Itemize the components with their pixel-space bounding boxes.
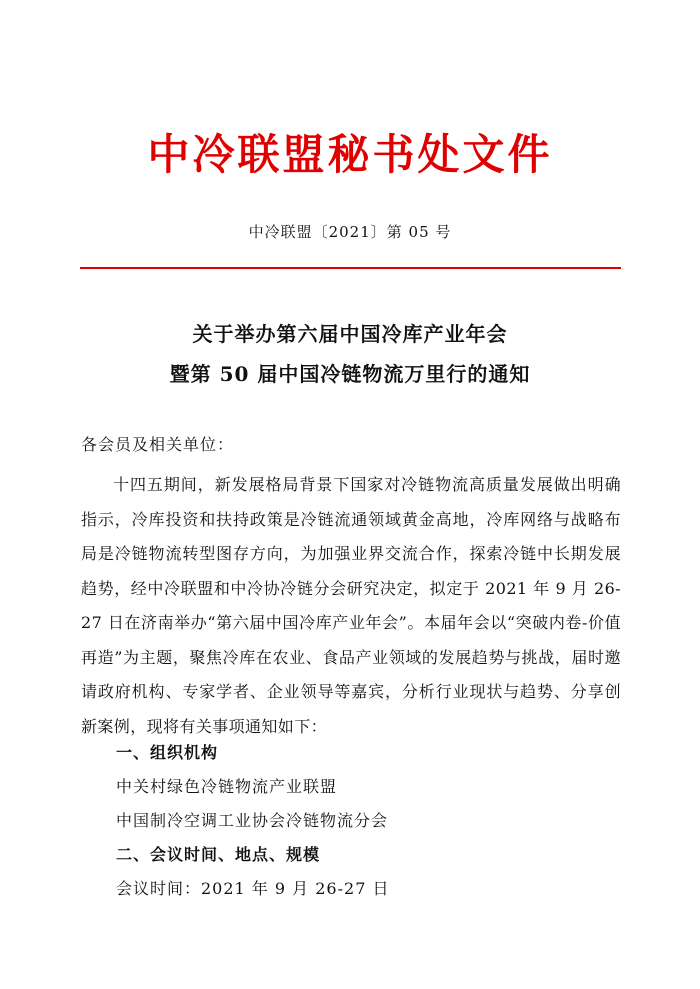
red-divider-line [80,267,621,269]
document-header-title: 中冷联盟秘书处文件 [147,130,553,179]
section-heading-time-location: 二、会议时间、地点、规模 [116,845,321,864]
salutation: 各会员及相关单位： [81,435,235,454]
meeting-time: 会议时间：2021 年 9 月 26-27 日 [116,879,390,898]
organizer-item-1: 中关村绿色冷链物流产业联盟 [116,777,338,796]
notice-title-line-1: 关于举办第六届中国冷库产业年会 [192,322,508,346]
notice-title-line-2: 暨第 50 届中国冷链物流万里行的通知 [169,362,531,386]
body-paragraph: 十四五期间，新发展格局背景下国家对冷链物流高质量发展做出明确指示，冷库投资和扶持政策是冷链流通领域黄金高地，冷库网络与战略布局是冷链物流转型图存方向，为加强业界交流合作，探索冷链中长期发展趋势，经中冷联盟和中冷协冷链分会研究决定，拟定于 2021 年 9 月 26-27 日在济南举办“第六届中国冷库产业年会”。本届年会以“突破内卷-价值再造”为主题，聚焦冷库在农业、食品产业领域的发展趋势与挑战，届时邀请政府机构、专家学者、企业领导等嘉宾，分析行业现状与趋势、分享创新案例，现将有关事项通知如下： [81,475,621,736]
section-heading-organization: 一、组织机构 [116,743,219,762]
document-number: 中冷联盟〔2021〕第 05 号 [248,223,452,241]
organizer-item-2: 中国制冷空调工业协会冷链物流分会 [116,811,389,830]
